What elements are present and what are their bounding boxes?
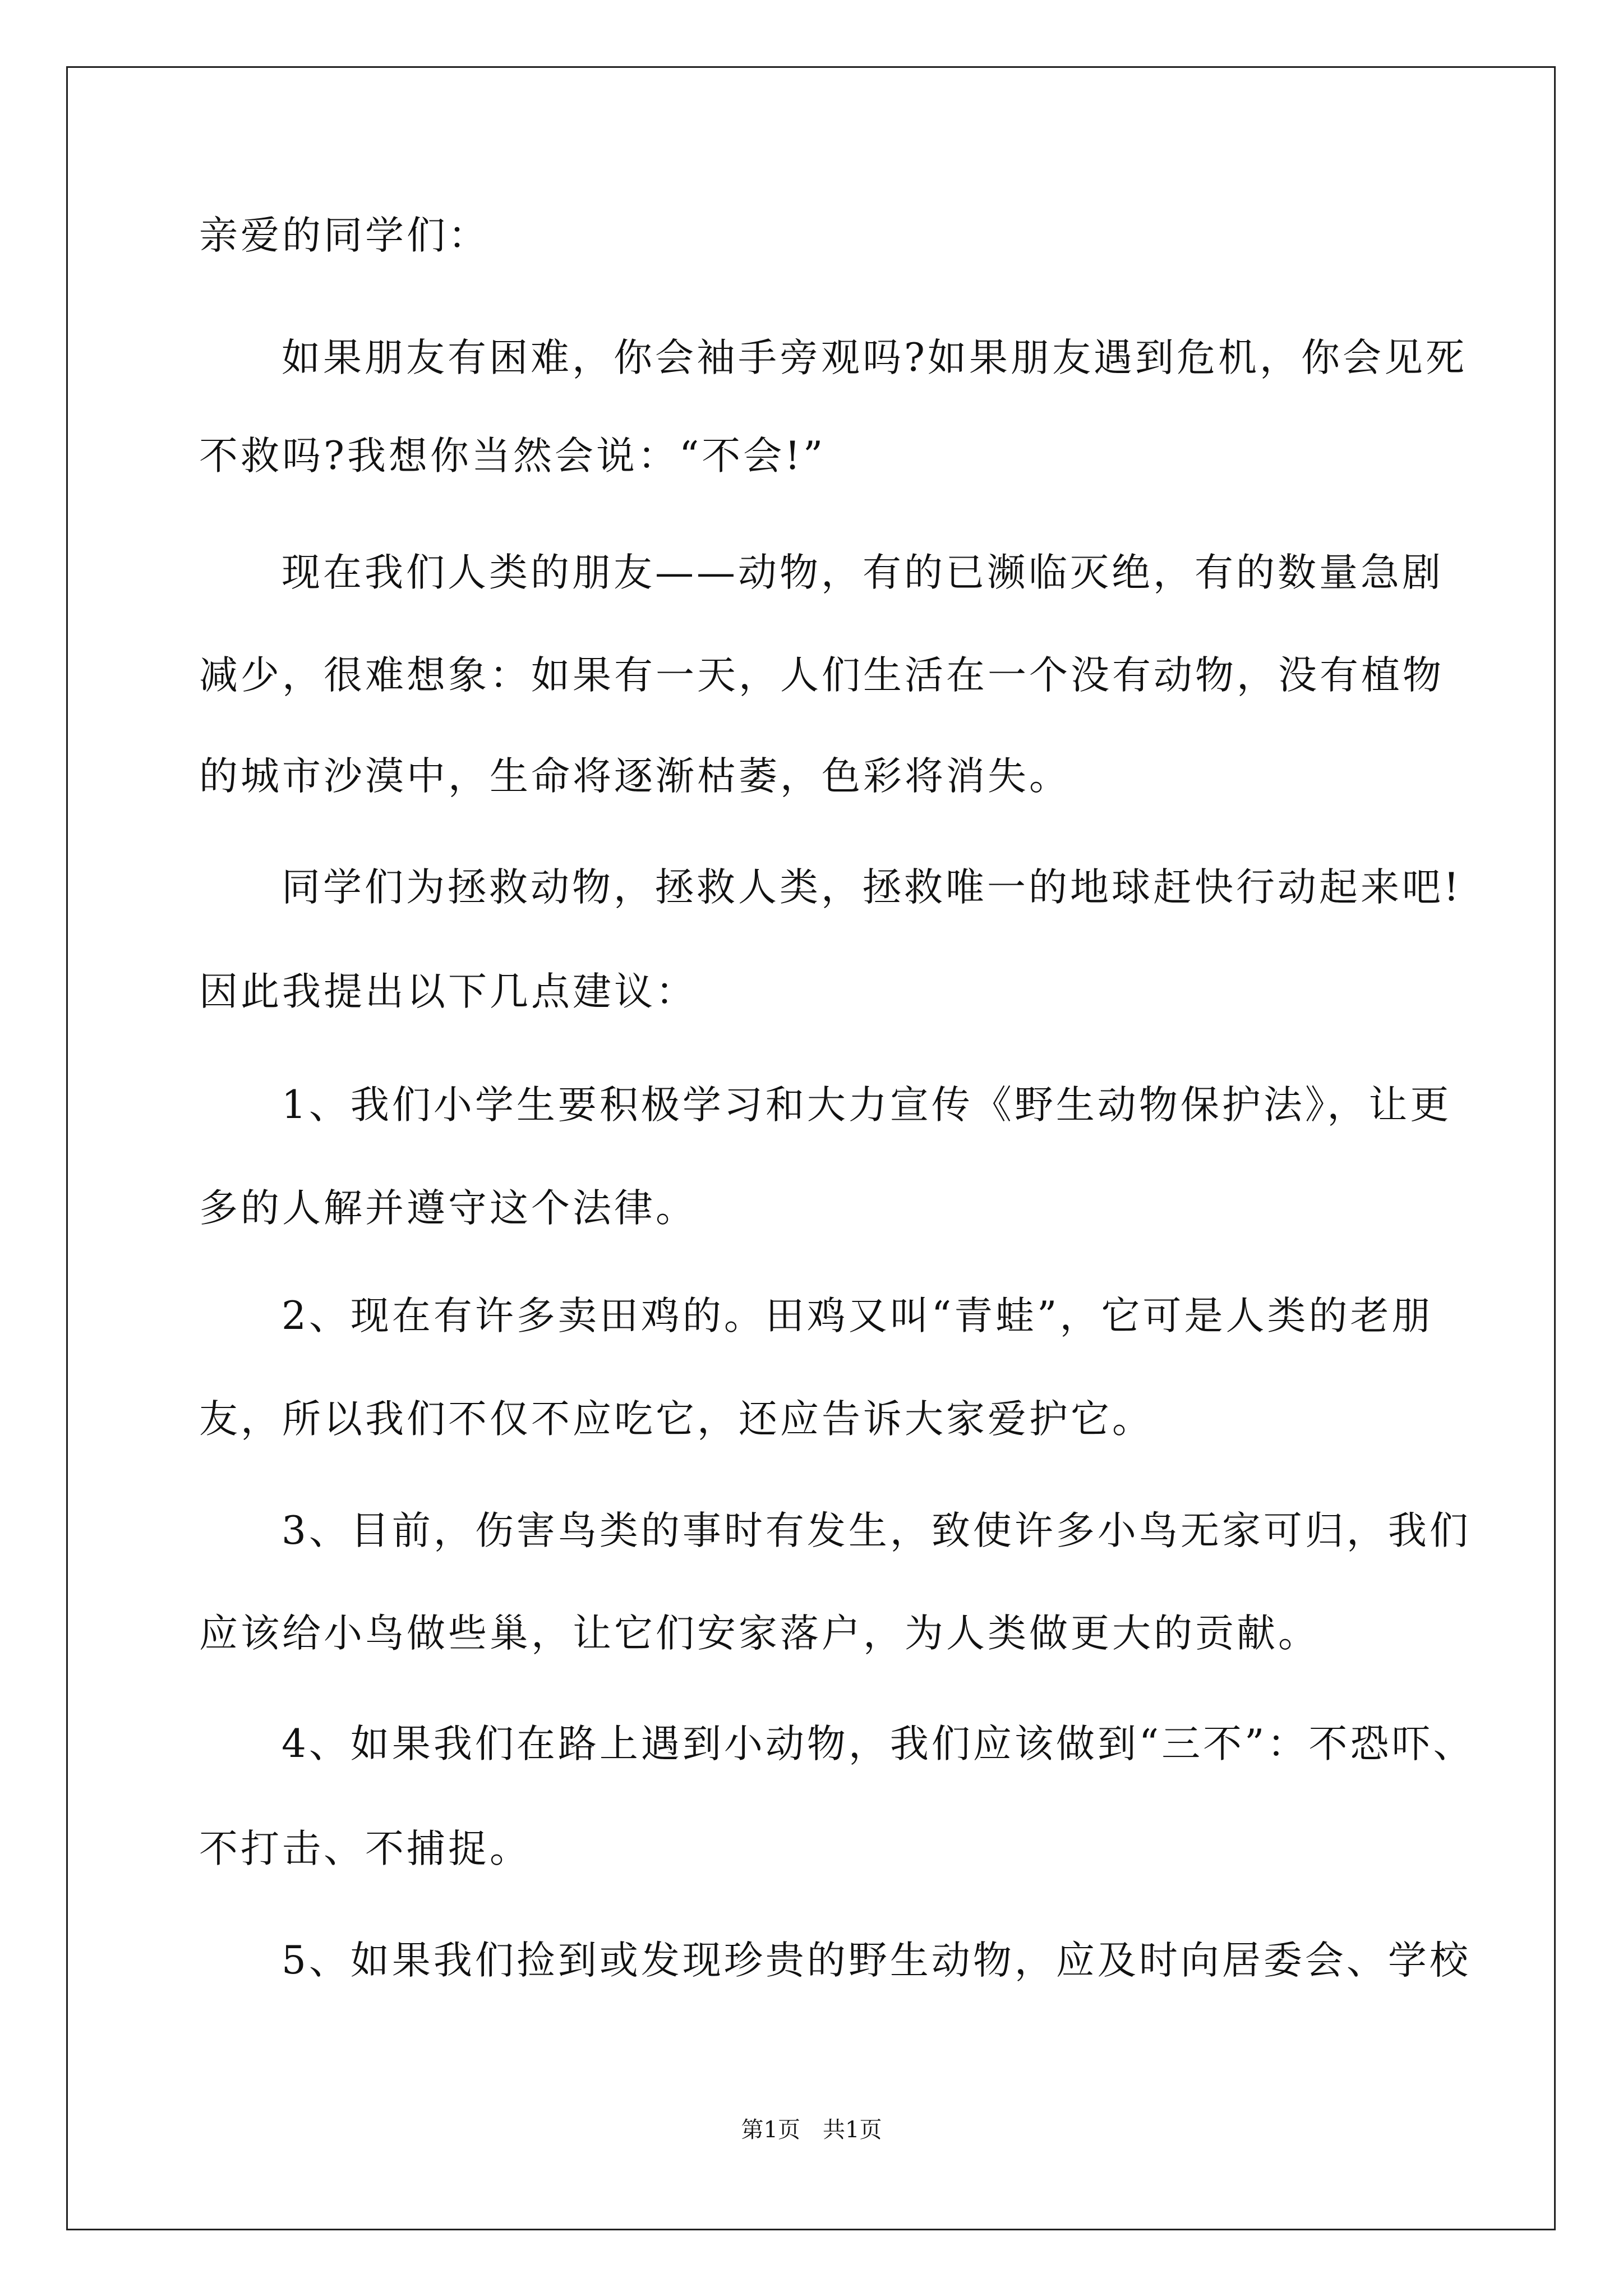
paragraph-line: 2、现在有许多卖田鸡的。田鸡又叫“青蛙”，它可是人类的老朋 — [282, 1294, 1433, 1338]
page-number: 第1页 — [741, 2117, 800, 2143]
paragraph-line: 4、如果我们在路上遇到小动物，我们应该做到“三不”：不恐吓、 — [282, 1722, 1475, 1766]
paragraph-line: 现在我们人类的朋友——动物，有的已濒临灭绝，有的数量急剧 — [282, 550, 1444, 595]
paragraph-line: 如果朋友有困难，你会袖手旁观吗?如果朋友遇到危机，你会见死 — [282, 335, 1467, 380]
paragraph-line: 因此我提出以下几点建议： — [199, 969, 697, 1014]
page-footer — [0, 2116, 1623, 2144]
paragraph-line: 3、目前，伤害鸟类的事时有发生，致使许多小鸟无家可归，我们 — [282, 1508, 1471, 1553]
paragraph-line: 1、我们小学生要积极学习和大力宣传《野生动物保护法》，让更 — [282, 1083, 1452, 1128]
paragraph-line: 不打击、不捕捉。 — [199, 1826, 531, 1871]
paragraph-line: 应该给小鸟做些巢，让它们安家落户，为人类做更大的贡献。 — [199, 1611, 1320, 1656]
paragraph-line: 5、如果我们捡到或发现珍贵的野生动物，应及时向居委会、学校 — [282, 1938, 1471, 1983]
page-total: 共1页 — [823, 2117, 882, 2143]
paragraph-line: 友，所以我们不仅不应吃它，还应告诉大家爱护它。 — [199, 1397, 1154, 1442]
page-border — [66, 66, 1556, 2230]
salutation: 亲爱的同学们： — [199, 213, 490, 258]
paragraph-line: 减少，很难想象：如果有一天，人们生活在一个没有动物，没有植物 — [199, 653, 1444, 698]
paragraph-line: 不救吗?我想你当然会说：“不会!” — [199, 434, 826, 478]
paragraph-line: 的城市沙漠中，生命将逐渐枯萎，色彩将消失。 — [199, 754, 1071, 799]
paragraph-line: 多的人解并遵守这个法律。 — [199, 1186, 697, 1231]
paragraph-line: 同学们为拯救动物，拯救人类，拯救唯一的地球赶快行动起来吧! — [282, 865, 1462, 910]
